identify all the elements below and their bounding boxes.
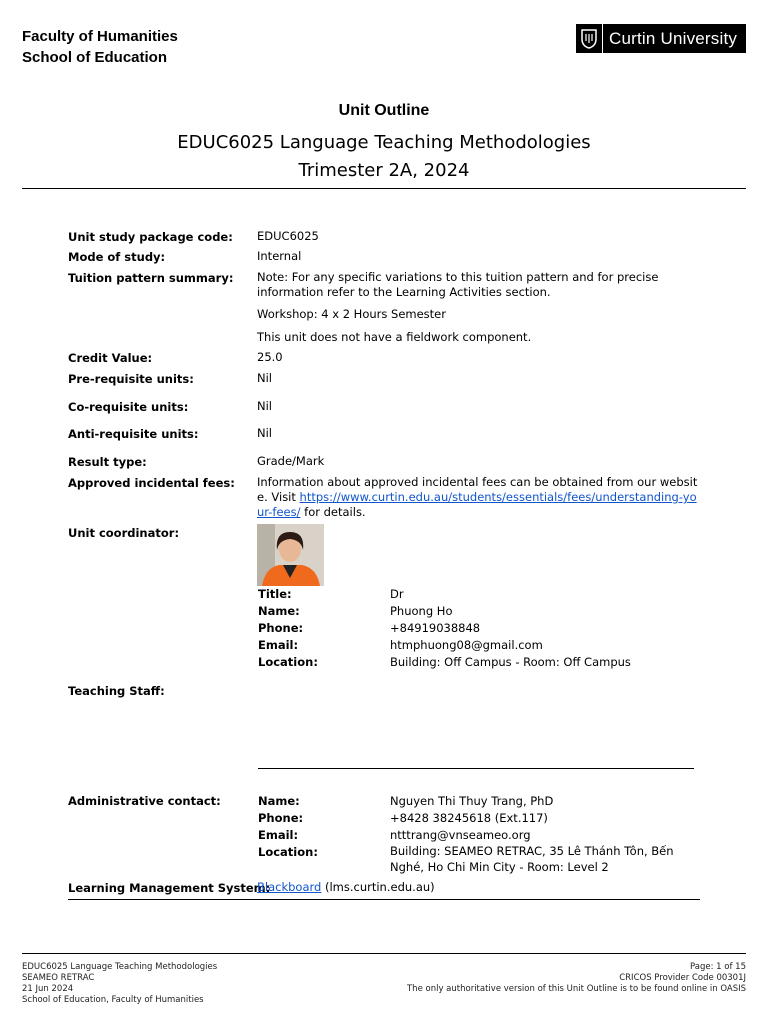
admin-location-label: Location: — [258, 845, 318, 859]
school-name: School of Education — [22, 49, 167, 66]
lms-label: Learning Management System: — [68, 881, 271, 895]
coord-title-value: Dr — [390, 587, 404, 601]
coord-title-label: Title: — [258, 587, 292, 601]
blackboard-link[interactable]: Blackboard — [257, 880, 322, 894]
admin-location-value: Building: SEAMEO RETRAC, 35 Lê Thánh Tôn, Bến Nghé, Ho Chi Min City - Room: Level 2 — [390, 844, 674, 874]
credit-value: 25.0 — [257, 350, 283, 364]
footer-cricos: CRICOS Provider Code 00301J — [619, 973, 746, 983]
result-label: Result type: — [68, 455, 147, 469]
faculty-name: Faculty of Humanities — [22, 28, 178, 45]
admin-phone-label: Phone: — [258, 811, 304, 825]
coord-location-label: Location: — [258, 655, 318, 669]
footer-location: SEAMEO RETRAC — [22, 973, 95, 983]
admin-name-value: Nguyen Thi Thuy Trang, PhD — [390, 794, 554, 808]
antireq-label: Anti-requisite units: — [68, 427, 199, 441]
footer-divider — [22, 953, 746, 954]
tuition-note: Note: For any specific variations to this tuition pattern and for precise information refer to the Learning Activities section. — [257, 270, 659, 299]
unit-outline-heading: Unit Outline — [338, 102, 430, 119]
footer-authority: The only authoritative version of this Unit Outline is to be found online in OASIS — [406, 984, 746, 994]
fees-suffix: for details. — [300, 505, 366, 519]
shield-icon — [576, 24, 603, 53]
coord-name-label: Name: — [258, 604, 300, 618]
mode-label: Mode of study: — [68, 250, 166, 264]
fees-value — [257, 475, 702, 520]
code-value: EDUC6025 — [257, 229, 319, 243]
code-label: Unit study package code: — [68, 230, 233, 244]
tuition-workshop: Workshop: 4 x 2 Hours Semester — [257, 307, 446, 321]
mode-value: Internal — [257, 249, 302, 263]
prereq-value: Nil — [257, 371, 272, 385]
logo-text: Curtin University — [609, 28, 738, 48]
coord-email-value[interactable]: htmphuong08@gmail.com — [390, 638, 543, 652]
curtin-logo — [576, 24, 746, 53]
faculty-header — [22, 26, 178, 68]
lms-divider — [68, 899, 700, 900]
coordinator-label: Unit coordinator: — [68, 526, 180, 540]
coordinator-photo — [257, 524, 324, 586]
coreq-label: Co-requisite units: — [68, 400, 189, 414]
lms-value — [257, 880, 707, 895]
coord-phone-value: +84919038848 — [390, 621, 481, 635]
admin-email-value[interactable]: ntttrang@vnseameo.org — [390, 828, 531, 842]
staff-divider — [258, 768, 694, 769]
header-divider — [22, 188, 746, 189]
coord-phone-label: Phone: — [258, 621, 304, 635]
footer-page: Page: 1 of 15 — [690, 962, 746, 972]
footer-school: School of Education, Faculty of Humanities — [22, 995, 204, 1005]
coord-location-value: Building: Off Campus - Room: Off Campus — [390, 655, 631, 669]
fees-text: Information about approved incidental fees can be obtained from our website. Visit — [257, 475, 698, 504]
footer-left — [22, 962, 217, 1006]
footer-right — [407, 962, 746, 995]
unit-name-heading: EDUC6025 Language Teaching Methodologies — [177, 132, 591, 153]
admin-label: Administrative contact: — [68, 794, 221, 808]
credit-label: Credit Value: — [68, 351, 153, 365]
trimester-heading: Trimester 2A, 2024 — [298, 160, 470, 181]
coord-email-label: Email: — [258, 638, 299, 652]
prereq-label: Pre-requisite units: — [68, 372, 194, 386]
admin-email-label: Email: — [258, 828, 299, 842]
fees-label: Approved incidental fees: — [68, 476, 235, 490]
footer-date: 21 Jun 2024 — [22, 984, 74, 994]
footer-unit: EDUC6025 Language Teaching Methodologies — [22, 962, 218, 972]
tuition-label: Tuition pattern summary: — [68, 271, 234, 285]
admin-phone-value: +8428 38245618 (Ext.117) — [390, 811, 548, 825]
fees-link[interactable]: https://www.curtin.edu.au/students/essentials/fees/understanding-your-fees/ — [257, 490, 697, 519]
lms-suffix: (lms.curtin.edu.au) — [321, 880, 435, 894]
admin-name-label: Name: — [258, 794, 300, 808]
tuition-fieldwork: This unit does not have a fieldwork component. — [257, 330, 532, 344]
coord-name-value: Phuong Ho — [390, 604, 453, 618]
result-value: Grade/Mark — [257, 454, 325, 468]
antireq-value: Nil — [257, 426, 272, 440]
teaching-staff-label: Teaching Staff: — [68, 684, 165, 698]
coreq-value: Nil — [257, 399, 272, 413]
